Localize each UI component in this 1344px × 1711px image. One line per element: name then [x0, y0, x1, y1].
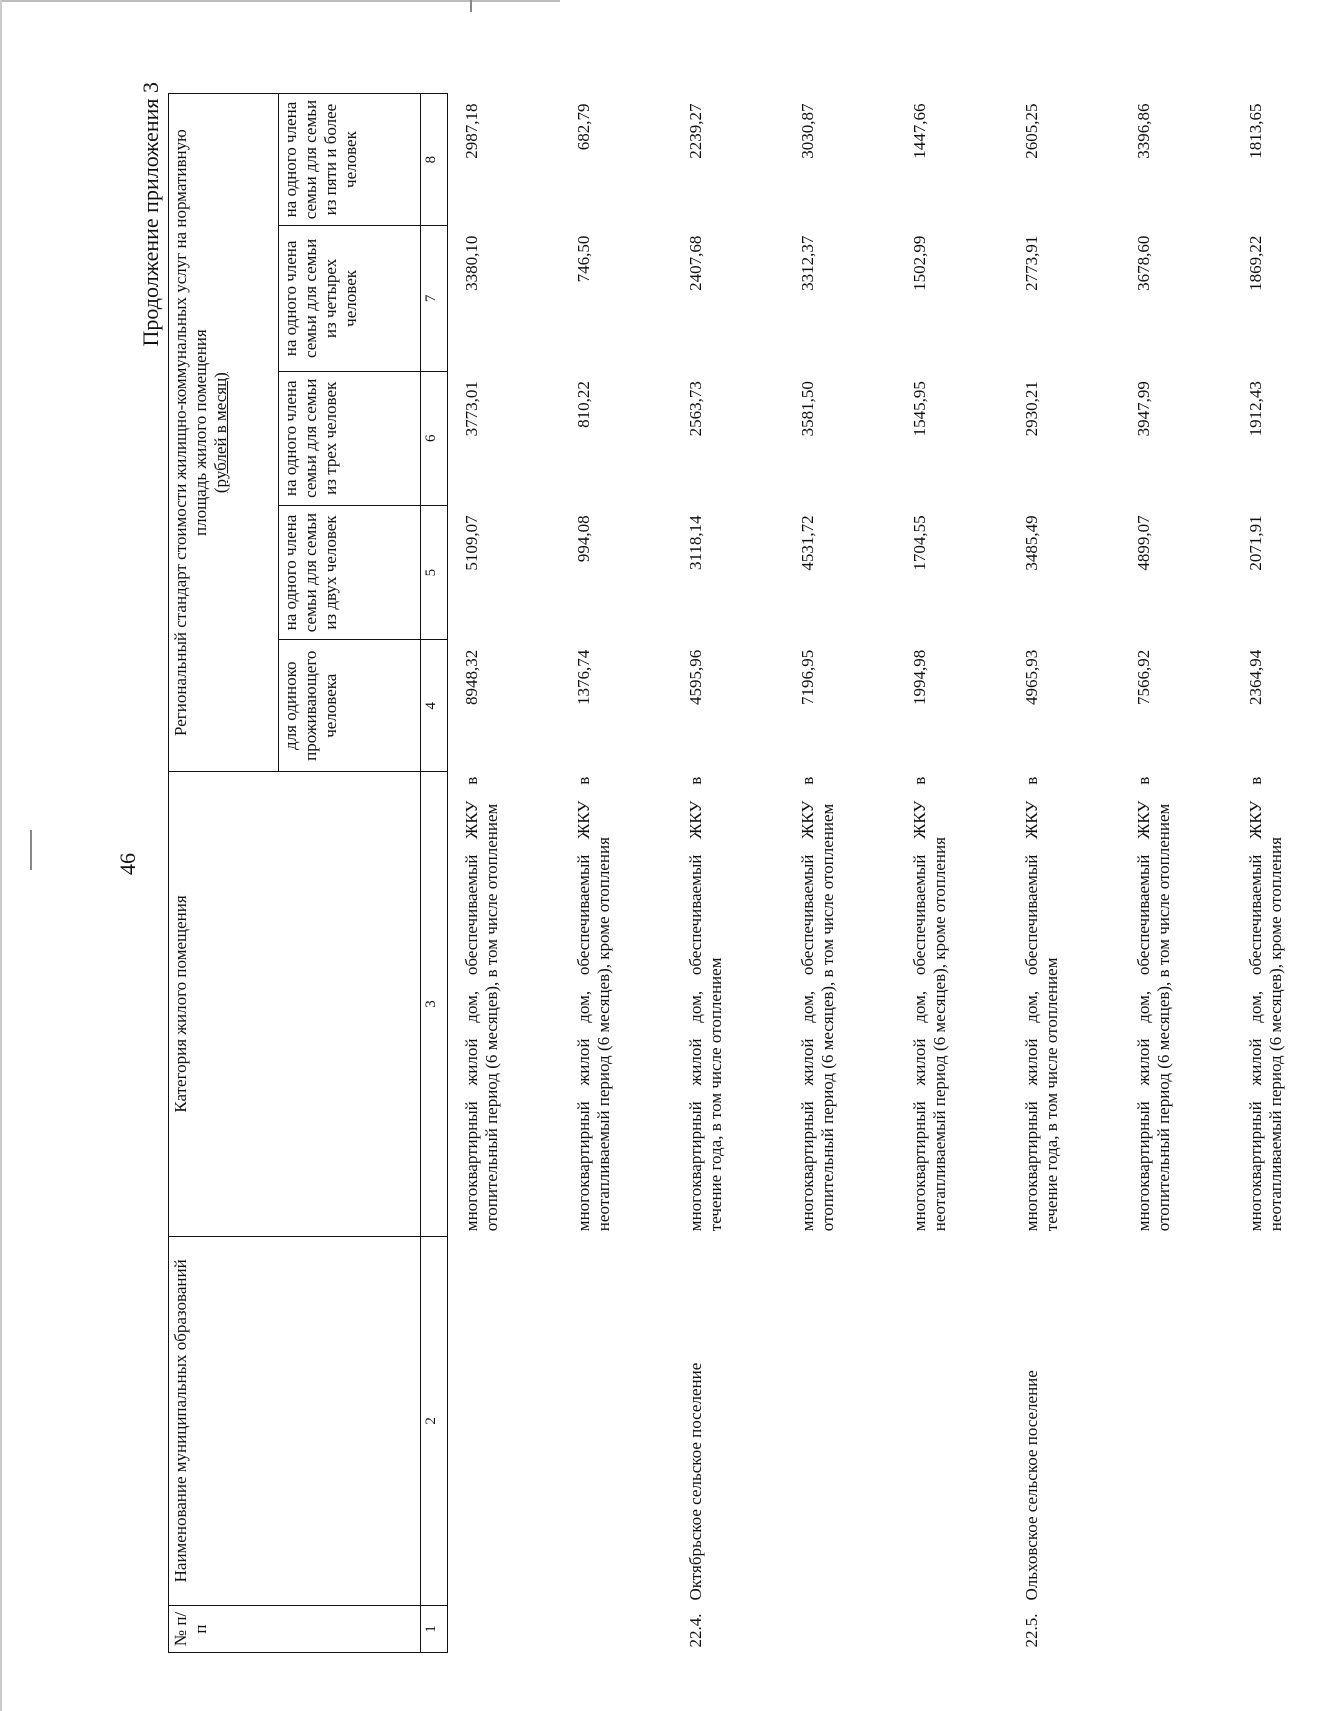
value-family-4: 746,50 [574, 235, 593, 283]
header-col-4: для одиноко проживающего человека [279, 640, 421, 772]
value-family-2: 4899,07 [1134, 515, 1153, 571]
row-municipality [784, 1236, 896, 1605]
value-single: 2364,94 [1246, 649, 1265, 705]
row-number [448, 1606, 561, 1653]
value-family-3: 3947,99 [1134, 381, 1153, 437]
table-row [1008, 94, 1120, 1653]
col-number-6: 6 [421, 371, 448, 505]
row-number: 22.5. [1022, 1613, 1041, 1648]
row-municipality: Октябрьское сельское поселение [686, 1362, 705, 1601]
value-family-4: 1502,99 [910, 235, 929, 291]
table-row [1232, 94, 1344, 1653]
row-category: многоквартирный жилой дом, обеспечиваемый ЖКУ в неотапливаемый период (6 месяцев), кроме отопления [574, 776, 614, 1232]
value-family-4: 1869,22 [1246, 235, 1265, 291]
value-family-4: 2773,91 [1022, 235, 1041, 291]
table-row [448, 94, 561, 1653]
value-single: 4965,93 [1022, 649, 1041, 705]
row-category: многоквартирный жилой дом, обеспечиваемый ЖКУ в отопительный период (6 месяцев), в том числе отоплением [798, 776, 838, 1232]
row-municipality [560, 1236, 672, 1605]
row-number [1120, 1606, 1232, 1653]
value-family-5plus: 2987,18 [462, 103, 481, 159]
row-municipality [896, 1236, 1008, 1605]
row-category: многоквартирный жилой дом, обеспечиваемый ЖКУ в неотапливаемый период (6 месяцев), кроме отопления [1246, 776, 1286, 1232]
row-municipality [1120, 1236, 1232, 1605]
value-family-4: 2407,68 [686, 235, 705, 291]
row-category: многоквартирный жилой дом, обеспечиваемый ЖКУ в течение года, в том числе отоплением [686, 776, 726, 1232]
value-family-2: 3118,14 [686, 515, 705, 571]
header-group-title: Региональный стандарт стоимости жилищно-коммунальных услуг на нормативную площадь жилого помещения [171, 129, 211, 737]
row-category: многоквартирный жилой дом, обеспечиваемый ЖКУ в неотапливаемый период (6 месяцев), кроме отопления [910, 776, 950, 1232]
col-number-2: 2 [421, 1236, 448, 1605]
row-municipality [1232, 1236, 1344, 1605]
value-family-3: 2930,21 [1022, 381, 1041, 437]
continuation-heading: Продолжение приложения 3 [138, 82, 163, 347]
col-number-8: 8 [421, 94, 448, 226]
value-single: 4595,96 [686, 649, 705, 705]
table-row [1120, 94, 1232, 1653]
housing-cost-table [168, 93, 1344, 1653]
row-category: многоквартирный жилой дом, обеспечиваемый ЖКУ в отопительный период (6 месяцев), в том числе отоплением [1134, 776, 1174, 1232]
value-family-3: 3581,50 [798, 381, 817, 437]
value-family-5plus: 3030,87 [798, 103, 817, 159]
value-family-5plus: 2605,25 [1022, 103, 1041, 159]
value-family-3: 2563,73 [686, 381, 705, 437]
value-family-5plus: 1813,65 [1246, 103, 1265, 159]
value-family-4: 3678,60 [1134, 235, 1153, 291]
value-family-2: 1704,55 [910, 515, 929, 571]
value-family-5plus: 2239,27 [686, 103, 705, 159]
value-family-2: 4531,72 [798, 515, 817, 571]
header-col-category: Категория жилого помещения [169, 772, 421, 1236]
col-number-7: 7 [421, 226, 448, 371]
value-family-5plus: 682,79 [574, 103, 593, 151]
value-family-4: 3312,37 [798, 235, 817, 291]
value-single: 1994,98 [910, 649, 929, 705]
header-col-5: на одного члена семьи для семьи из двух человек [279, 505, 421, 639]
value-family-2: 5109,07 [462, 515, 481, 571]
header-col-municipality: Наименование муниципальных образований [169, 1236, 421, 1605]
table-row [784, 94, 896, 1653]
row-number [1232, 1606, 1344, 1653]
row-number [896, 1606, 1008, 1653]
page-number: 46 [115, 853, 140, 875]
value-family-3: 1912,43 [1246, 381, 1265, 437]
col-number-4: 4 [421, 640, 448, 772]
col-number-1: 1 [421, 1606, 448, 1653]
header-col-no: № п/п [169, 1606, 421, 1653]
value-family-2: 994,08 [574, 515, 593, 563]
row-category: многоквартирный жилой дом, обеспечиваемый ЖКУ в отопительный период (6 месяцев), в том числе отоплением [462, 776, 502, 1232]
col-number-3: 3 [421, 772, 448, 1236]
header-col-6: на одного члена семьи для семьи из трех человек [279, 371, 421, 505]
table-row [672, 94, 784, 1653]
value-family-2: 3485,49 [1022, 515, 1041, 571]
row-number: 22.4. [686, 1613, 705, 1648]
row-number [784, 1606, 896, 1653]
value-single: 7566,92 [1134, 649, 1153, 705]
value-single: 1376,74 [574, 649, 593, 705]
value-single: 7196,95 [798, 649, 817, 705]
col-number-5: 5 [421, 505, 448, 639]
value-family-5plus: 3396,86 [1134, 103, 1153, 159]
table-row [896, 94, 1008, 1653]
value-family-3: 810,22 [574, 381, 593, 428]
value-family-5plus: 1447,66 [910, 103, 929, 159]
value-family-2: 2071,91 [1246, 515, 1265, 571]
row-municipality: Ольховское сельское поселение [1022, 1370, 1041, 1601]
header-group-unit: (рублей в месяц) [211, 372, 231, 494]
value-single: 8948,32 [462, 649, 481, 705]
header-col-8: на одного члена семьи для семьи из пяти и более человек [279, 94, 421, 226]
header-group-regional-standard [169, 94, 279, 772]
table-row [560, 94, 672, 1653]
row-number [560, 1606, 672, 1653]
value-family-3: 1545,95 [910, 381, 929, 437]
value-family-4: 3380,10 [462, 235, 481, 291]
row-municipality [448, 1236, 561, 1605]
value-family-3: 3773,01 [462, 381, 481, 437]
header-col-7: на одного члена семьи для семьи из четырех человек [279, 226, 421, 371]
row-category: многоквартирный жилой дом, обеспечиваемый ЖКУ в течение года, в том числе отоплением [1022, 776, 1062, 1232]
